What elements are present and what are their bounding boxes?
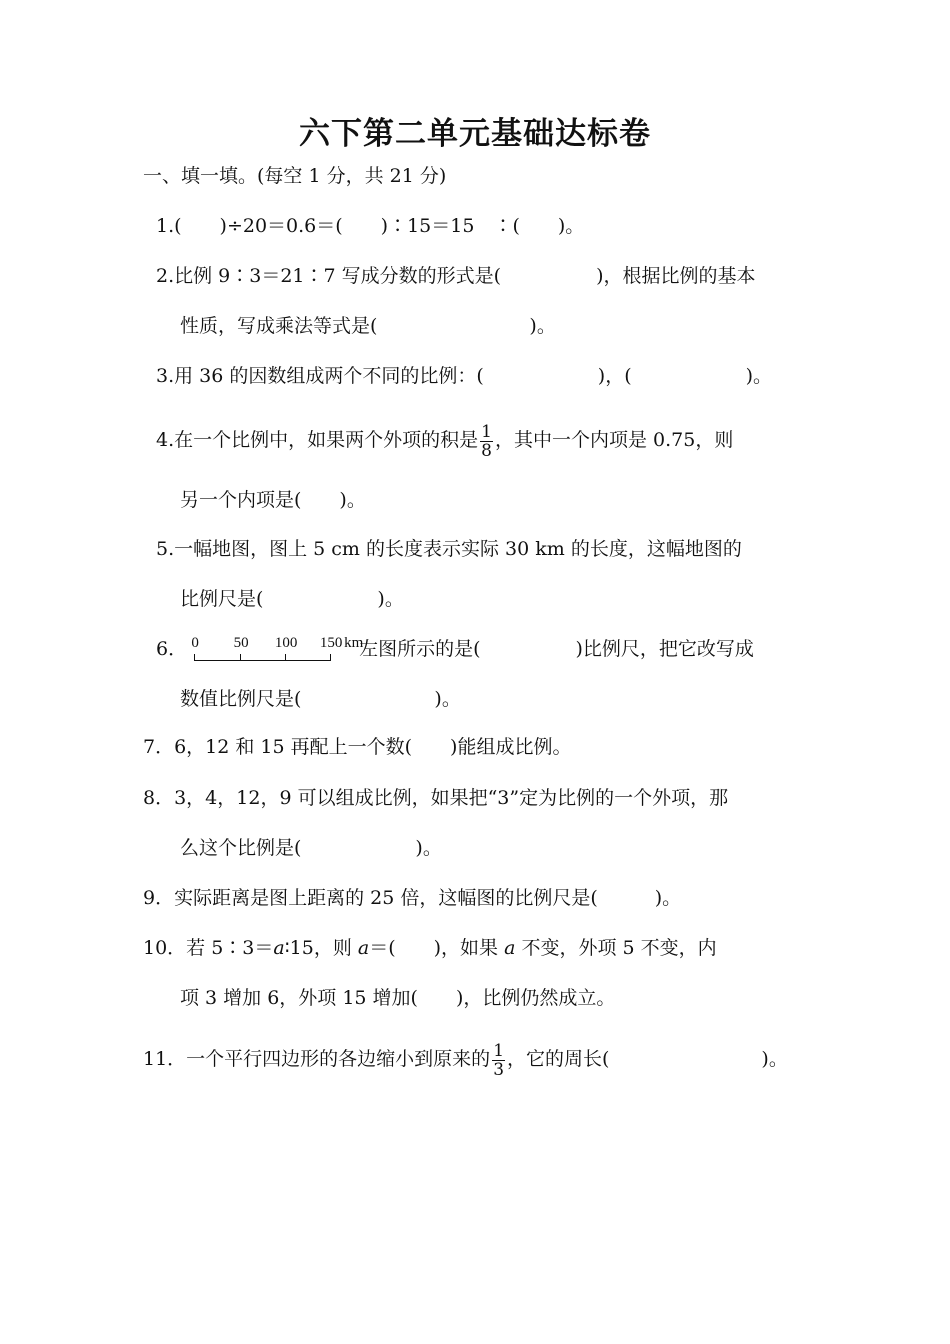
- question-8-line-1: 8．3，4，12，9 可以组成比例，如果把“3”定为比例的一个外项，那: [143, 787, 729, 809]
- question-10-line-1: [143, 934, 717, 962]
- fraction-numerator: 1: [493, 1040, 505, 1061]
- line-scale-bar: [191, 635, 364, 665]
- scale-baseline: [194, 660, 331, 661]
- fraction-numerator: 1: [481, 421, 492, 442]
- question-1: 1.( )÷20＝0.6＝( )∶15＝15 ∶( )。: [156, 215, 585, 237]
- question-10-part-4: 不变，外项 5 不变，内: [515, 937, 717, 959]
- question-5-line-1: 5.一幅地图，图上 5 cm 的长度表示实际 30 km 的长度，这幅地图的: [156, 538, 742, 560]
- section-heading: 一、填一填。(每空 1 分，共 21 分): [143, 165, 447, 187]
- variable-a: a: [504, 937, 516, 959]
- fraction-denominator: 3: [493, 1059, 505, 1080]
- scale-unit: km: [344, 635, 364, 651]
- variable-a: a: [357, 937, 370, 959]
- question-10-part-1: 10．若 5∶3＝: [143, 937, 274, 959]
- page-title: 六下第二单元基础达标卷: [299, 116, 651, 152]
- question-8-line-2: 么这个比例是( )。: [180, 837, 442, 859]
- question-6-line-1: [156, 632, 754, 666]
- question-6-text-after: 左图所示的是( )比例尺，把它改写成: [359, 638, 754, 660]
- question-10-part-2: ∶15，则: [284, 937, 358, 959]
- question-11: [143, 1041, 788, 1079]
- question-4-line-1: [156, 422, 733, 460]
- question-7: 7．6，12 和 15 再配上一个数( )能组成比例。: [143, 736, 572, 758]
- question-2-line-1: 2.比例 9∶3＝21∶7 写成分数的形式是( )，根据比例的基本: [156, 265, 756, 287]
- scale-tick: [285, 654, 286, 660]
- scale-label-100: 100: [274, 635, 298, 651]
- question-11-text-after: ，它的周长( )。: [507, 1048, 788, 1070]
- scale-label-50: 50: [233, 635, 249, 651]
- question-4-text-before: 4.在一个比例中，如果两个外项的积是: [156, 429, 479, 451]
- scale-tick: [194, 654, 195, 660]
- fraction-denominator: 8: [481, 440, 492, 461]
- question-6-line-2: 数值比例尺是( )。: [180, 688, 461, 710]
- question-3: 3.用 36 的因数组成两个不同的比例：( )，( )。: [156, 365, 773, 387]
- scale-label-150: 150: [319, 635, 343, 651]
- question-5-line-2: 比例尺是( )。: [180, 588, 404, 610]
- scale-label-0: 0: [191, 635, 199, 651]
- question-10-part-3: ＝( )，如果: [369, 937, 505, 959]
- question-2-line-2: 性质，写成乘法等式是( )。: [180, 315, 556, 337]
- question-11-text-before: 11．一个平行四边形的各边缩小到原来的: [143, 1048, 491, 1070]
- fraction-one-third: [492, 1042, 505, 1079]
- variable-a: a: [273, 937, 285, 959]
- question-4-text-after: ，其中一个内项是 0.75，则: [494, 429, 734, 451]
- question-6-number: 6．: [156, 638, 188, 660]
- scale-tick: [330, 654, 331, 660]
- question-10-line-2: 项 3 增加 6，外项 15 增加( )，比例仍然成立。: [180, 987, 616, 1009]
- fraction-one-eighth: [480, 423, 493, 460]
- question-9: 9．实际距离是图上距离的 25 倍，这幅图的比例尺是( )。: [143, 887, 682, 909]
- question-4-line-2: 另一个内项是( )。: [180, 489, 366, 511]
- scale-tick: [240, 654, 241, 660]
